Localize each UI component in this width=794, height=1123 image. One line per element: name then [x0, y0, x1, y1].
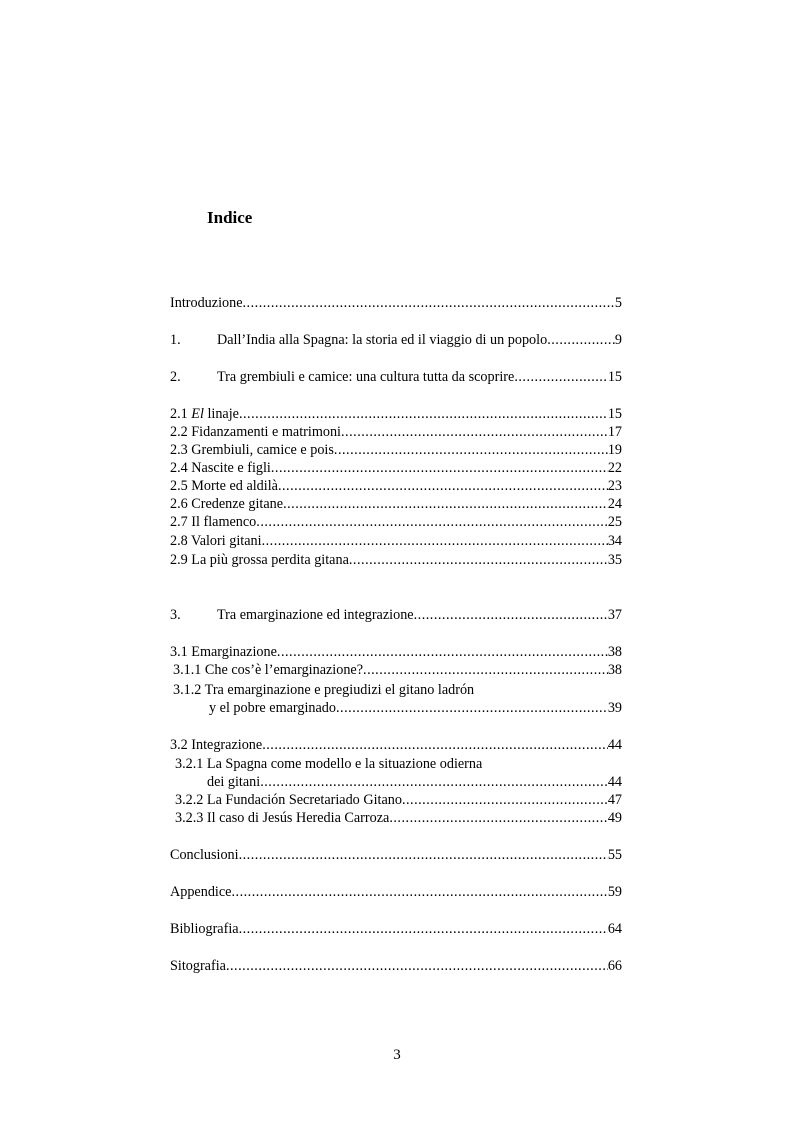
toc-page-number: 24 [607, 496, 622, 512]
dot-leader [363, 661, 608, 679]
toc-page-number: 34 [607, 533, 622, 549]
section-number: 2.1 [170, 406, 188, 422]
dot-leader [277, 643, 608, 661]
dot-leader [260, 773, 608, 791]
toc-entry-label: 2.9 La più grossa perdita gitana [170, 552, 349, 568]
toc-entry-3-1-2-line1[interactable]: 3.1.2 Tra emarginazione e pregiudizi el gitano ladrón [173, 682, 475, 698]
toc-entry-label: y el pobre emarginado [209, 700, 336, 716]
dot-leader [256, 513, 608, 531]
toc-entry-appendice[interactable] [170, 883, 622, 901]
dot-leader [336, 699, 608, 717]
toc-page-number: 47 [607, 792, 622, 808]
toc-entry-label: 2.4 Nascite e figli [170, 460, 271, 476]
section-title: linaje [207, 406, 239, 422]
toc-page-number: 25 [607, 514, 622, 530]
toc-entry-3-1[interactable] [170, 643, 622, 661]
toc-entry-bibliografia[interactable] [170, 920, 622, 938]
toc-entry-label: Bibliografia [170, 921, 239, 937]
toc-entry-label: Introduzione [170, 295, 243, 311]
toc-entry-chapter-3[interactable] [170, 606, 622, 624]
toc-entry-3-1-2[interactable] [170, 699, 622, 717]
toc-page-number: 15 [607, 369, 622, 385]
dot-leader [226, 957, 608, 975]
dot-leader [547, 331, 615, 349]
toc-entry-introduzione[interactable] [170, 294, 622, 312]
toc-entry-label: 2.3 Grembiuli, camice e pois [170, 442, 334, 458]
italic-word: El [191, 406, 204, 422]
dot-leader [239, 405, 608, 423]
toc-entry-3-1-1[interactable] [170, 661, 622, 679]
toc-entry-label: 2.2 Fidanzamenti e matrimoni [170, 424, 341, 440]
toc-page-number: 22 [607, 460, 622, 476]
toc-entry-label: Conclusioni [170, 847, 239, 863]
toc-entry-2-7[interactable] [170, 513, 622, 531]
chapter-number: 3. [170, 607, 181, 623]
toc-page-number: 59 [607, 884, 622, 900]
toc-entry-label: Dall’India alla Spagna: la storia ed il viaggio di un popolo [217, 332, 548, 348]
toc-entry-label: 2.6 Credenze gitane [170, 496, 284, 512]
toc-entry-label: 3.2 Integrazione [170, 737, 263, 753]
dot-leader [349, 551, 608, 569]
toc-entry-label: 2.5 Morte ed aldilà [170, 478, 278, 494]
toc-page-number: 37 [607, 607, 622, 623]
dot-leader [243, 294, 615, 312]
chapter-number: 1. [170, 332, 181, 348]
toc-entry-2-1[interactable] [170, 405, 622, 423]
page-title: Indice [207, 208, 253, 227]
toc-entry-chapter-1[interactable] [170, 331, 622, 349]
toc-entry-label [170, 405, 239, 423]
dot-leader [334, 441, 608, 459]
dot-leader [414, 606, 608, 624]
toc-entry-2-8[interactable] [170, 532, 622, 550]
toc-entry-label: Tra emarginazione ed integrazione [217, 607, 414, 623]
dot-leader [239, 846, 608, 864]
toc-page-number: 23 [607, 478, 622, 494]
toc-entry-2-9[interactable] [170, 551, 622, 569]
toc-entry-label: 3.1.1 Che cos’è l’emarginazione? [173, 662, 364, 678]
toc-page-number: 38 [607, 644, 622, 660]
toc-entry-2-2[interactable] [170, 423, 622, 441]
toc-page-number: 39 [607, 700, 622, 716]
toc-entry-chapter-2[interactable] [170, 368, 622, 386]
toc-page-number: 15 [607, 406, 622, 422]
dot-leader [231, 883, 607, 901]
toc-page-number: 9 [614, 332, 622, 348]
toc-page-number: 49 [607, 810, 622, 826]
dot-leader [341, 423, 608, 441]
toc-entry-label: dei gitani [207, 774, 261, 790]
chapter-number: 2. [170, 369, 181, 385]
toc-entry-label: 2.7 Il flamenco [170, 514, 257, 530]
toc-entry-label: 3.2.2 La Fundación Secretariado Gitano [175, 792, 402, 808]
toc-entry-label: 2.8 Valori gitani [170, 533, 262, 549]
dot-leader [514, 368, 608, 386]
toc-page-number: 66 [607, 958, 622, 974]
toc-page-number: 38 [607, 662, 622, 678]
toc-page-number: 19 [607, 442, 622, 458]
toc-entry-3-2-2[interactable] [170, 791, 622, 809]
toc-page-number: 5 [614, 295, 622, 311]
toc-entry-conclusioni[interactable] [170, 846, 622, 864]
toc-entry-3-2-1[interactable] [170, 773, 622, 791]
dot-leader [239, 920, 608, 938]
dot-leader [402, 791, 608, 809]
toc-entry-2-3[interactable] [170, 441, 622, 459]
toc-entry-label: Appendice [170, 884, 232, 900]
toc-page-number: 55 [607, 847, 622, 863]
dot-leader [389, 809, 607, 827]
toc-entry-2-4[interactable] [170, 459, 622, 477]
toc-entry-2-6[interactable] [170, 495, 622, 513]
toc-entry-sitografia[interactable] [170, 957, 622, 975]
toc-page-number: 44 [607, 737, 622, 753]
toc-entry-label: Tra grembiuli e camice: una cultura tutta da scoprire [217, 369, 515, 385]
toc-entry-3-2[interactable] [170, 736, 622, 754]
toc-page-number: 35 [607, 552, 622, 568]
dot-leader [262, 532, 608, 550]
toc-entry-label: Sitografia [170, 958, 226, 974]
toc-entry-label: 3.1 Emarginazione [170, 644, 277, 660]
toc-entry-3-2-3[interactable] [170, 809, 622, 827]
dot-leader [278, 477, 608, 495]
toc-entry-label: 3.2.3 Il caso di Jesús Heredia Carroza [175, 810, 390, 826]
toc-page-number: 17 [607, 424, 622, 440]
page-number: 3 [393, 1047, 401, 1063]
dot-leader [283, 495, 608, 513]
toc-page-number: 44 [607, 774, 622, 790]
dot-leader [271, 459, 608, 477]
toc-entry-2-5[interactable] [170, 477, 622, 495]
dot-leader [262, 736, 608, 754]
toc-page-number: 64 [607, 921, 622, 937]
toc-entry-3-2-1-line1[interactable]: 3.2.1 La Spagna come modello e la situazione odierna [175, 756, 483, 772]
